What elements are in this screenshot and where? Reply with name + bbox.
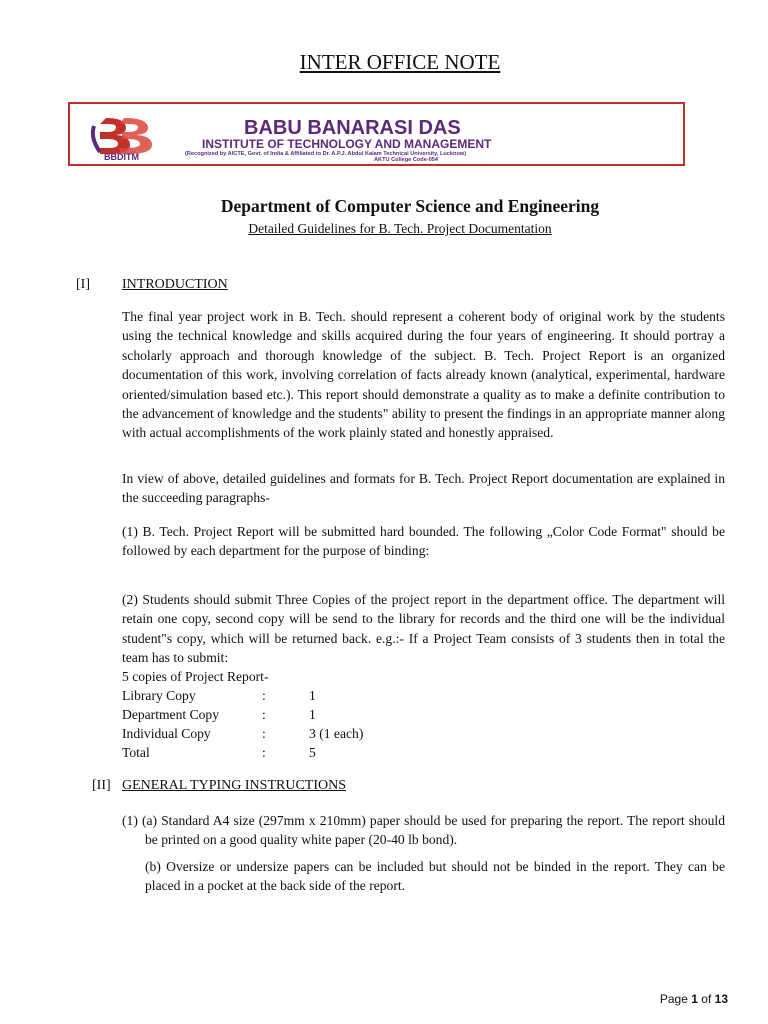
section-2-number: [II] — [92, 778, 111, 793]
recognition-text: (Recognized by AICTE, Govt. of India & Affiliated to Dr. A.P.J. Abdul Kalam Technical University, Lucknow) — [185, 151, 467, 157]
copies-line: 5 copies of Project Report- — [122, 669, 269, 684]
copy-separator: : — [262, 707, 266, 722]
section-1-heading: INTRODUCTION — [122, 277, 228, 292]
institute-name: BABU BANARASI DAS — [244, 117, 461, 139]
copy-label: Department Copy — [122, 707, 220, 722]
section-1-number: [I] — [76, 277, 90, 292]
banner-graphic — [70, 104, 683, 164]
page-title: INTER OFFICE NOTE — [299, 50, 501, 74]
copy-label: Individual Copy — [122, 726, 211, 741]
copy-value: 3 (1 each) — [309, 726, 364, 741]
logo-text: BBDITM — [104, 152, 139, 162]
institute-subtitle: INSTITUTE OF TECHNOLOGY AND MANAGEMENT — [202, 137, 492, 151]
document-subtitle: Detailed Guidelines for B. Tech. Project Documentation — [248, 221, 552, 236]
copy-value: 5 — [309, 745, 316, 760]
copy-separator: : — [262, 726, 266, 741]
of-word: of — [701, 992, 712, 1006]
intro-paragraph: The final year project work in B. Tech. should represent a coherent body of original work by the students using the technical knowledge and skills acquired during the four years of engineering. It should portray a scholarly approach and thorough knowledge of the subject. B. Tech. Project Report is an organized documentation of this work, involving correlation of facts already known (analytical, experimental, hardware oriented/simulation based etc.). This report should demonstrate a quality as to make a definite contribution to the advancement of knowledge and the students" ability to present the findings in an appropriate manner along with actual accomplishments of the work plainly stated and honestly appraised. — [122, 309, 725, 441]
copy-label: Library Copy — [122, 688, 196, 703]
current-page: 1 — [691, 992, 698, 1006]
typing-item-1b: (b) Oversize or undersize papers can be included but should not be binded in the report. They can be placed in a pocket at the back side of the report. — [145, 859, 725, 894]
institute-banner — [68, 102, 685, 166]
copy-label: Total — [122, 745, 150, 760]
department-heading: Department of Computer Science and Engineering — [220, 196, 600, 216]
college-code: AKTU College Code-054 — [374, 157, 439, 163]
total-pages: 13 — [714, 992, 728, 1006]
binding-paragraph: (1) B. Tech. Project Report will be submitted hard bounded. The following „Color Code Format" should be followed by each department for the purpose of binding: — [122, 524, 725, 559]
copies-paragraph: (2) Students should submit Three Copies of the project report in the department office. The department will retain one copy, second copy will be send to the library for records and the third one will be the individual student"s copy, which will be returned back. e.g.:- If a Project Team consists of 3 students then in total the team has to submit: — [122, 592, 725, 666]
copy-value: 1 — [309, 707, 316, 722]
copy-separator: : — [262, 688, 266, 703]
page-number — [660, 992, 728, 1006]
bbditm-logo-icon — [93, 118, 152, 154]
typing-item-1a: (1) (a) Standard A4 size (297mm x 210mm) paper should be used for preparing the report. The report should be printed on a good quality white paper (20-40 lb bond). — [122, 813, 725, 848]
overview-paragraph: In view of above, detailed guidelines and formats for B. Tech. Project Report documentation are explained in the succeeding paragraphs- — [122, 471, 725, 506]
page-word: Page — [659, 992, 688, 1006]
section-2-heading: GENERAL TYPING INSTRUCTIONS — [122, 778, 346, 793]
copy-value: 1 — [309, 688, 316, 703]
copy-separator: : — [262, 745, 266, 760]
